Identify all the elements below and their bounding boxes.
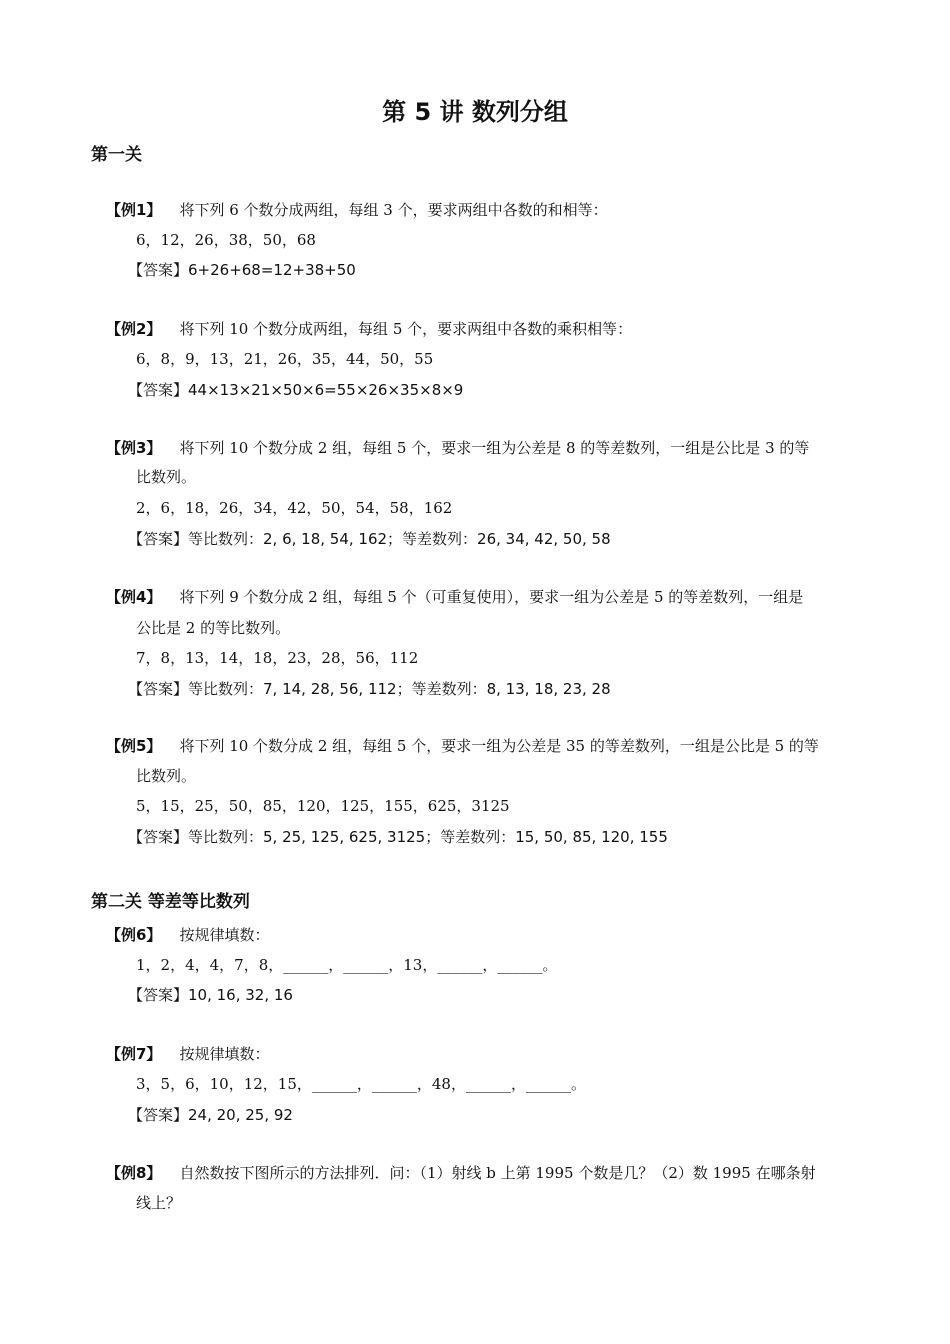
example-2-question: 【例2】 将下列 10 个数分成两组，每组 5 个，要求两组中各数的乘积相等：: [106, 320, 633, 338]
example-3-question: 【例3】 将下列 10 个数分成 2 组，每组 5 个，要求一组为公差是 8 的等差数列，一组是公比是 3 的等: [106, 439, 810, 457]
example-6-tag: 【例6】: [106, 926, 162, 944]
example-4-tag: 【例4】: [106, 588, 162, 606]
example-4-question-cont: 公比是 2 的等比数列。: [136, 619, 291, 637]
example-4-numbers: 7，8，13，14，18，23，28，56，112: [136, 649, 419, 667]
example-2-numbers: 6，8，9，13，21，26，35，44，50，55: [136, 350, 434, 368]
example-5-answer: 【答案】等比数列：5, 25, 125, 625, 3125；等差数列：15, 50, 85, 120, 155: [128, 828, 668, 846]
example-1-numbers: 6，12，26，38，50，68: [136, 231, 316, 249]
example-4-answer: 【答案】等比数列：7, 14, 28, 56, 112；等差数列：8, 13, 18, 23, 28: [128, 680, 611, 698]
example-7-tag: 【例7】: [106, 1045, 162, 1063]
example-6-question: 【例6】 按规律填数：: [106, 926, 270, 944]
example-1-question: 【例1】 将下列 6 个数分成两组，每组 3 个，要求两组中各数的和相等：: [106, 201, 608, 219]
example-1-tag: 【例1】: [106, 201, 162, 219]
example-6-numbers: 1，2，4，4，7，8，______，______，13，______，______。: [136, 956, 558, 974]
example-8-question-cont: 线上？: [136, 1194, 182, 1212]
example-5-question: 【例5】 将下列 10 个数分成 2 组，每组 5 个，要求一组为公差是 35 的等差数列，一组是公比是 5 的等: [106, 737, 819, 755]
section-title-1: 第一关: [91, 145, 142, 165]
example-7-numbers: 3，5，6，10，12，15，______，______，48，______，______。: [136, 1075, 586, 1093]
example-2-answer: 【答案】44×13×21×50×6=55×26×35×8×9: [128, 381, 464, 399]
page-title: 第 5 讲 数列分组: [382, 98, 568, 126]
example-3-tag: 【例3】: [106, 439, 162, 457]
example-7-question: 【例7】 按规律填数：: [106, 1045, 270, 1063]
section-title-2: 第二关 等差等比数列: [91, 892, 250, 912]
example-4-question: 【例4】 将下列 9 个数分成 2 组，每组 5 个（可重复使用），要求一组为公差是 5 的等差数列，一组是: [106, 588, 804, 606]
example-7-answer: 【答案】24, 20, 25, 92: [128, 1106, 293, 1124]
example-1-answer: 【答案】6+26+68=12+38+50: [128, 261, 356, 279]
example-3-numbers: 2，6，18，26，34，42，50，54，58，162: [136, 499, 453, 517]
example-8-tag: 【例8】: [106, 1164, 162, 1182]
example-5-question-cont: 比数列。: [136, 767, 197, 785]
example-3-answer: 【答案】等比数列：2, 6, 18, 54, 162；等差数列：26, 34, 42, 50, 58: [128, 530, 611, 548]
example-5-numbers: 5，15，25，50，85，120，125，155，625，3125: [136, 797, 510, 815]
example-3-question-cont: 比数列。: [136, 468, 197, 486]
example-2-tag: 【例2】: [106, 320, 162, 338]
example-5-tag: 【例5】: [106, 737, 162, 755]
example-6-answer: 【答案】10, 16, 32, 16: [128, 986, 293, 1004]
example-8-question: 【例8】 自然数按下图所示的方法排列．问：（1）射线 b 上第 1995 个数是几？（2）数 1995 在哪条射: [106, 1164, 816, 1182]
